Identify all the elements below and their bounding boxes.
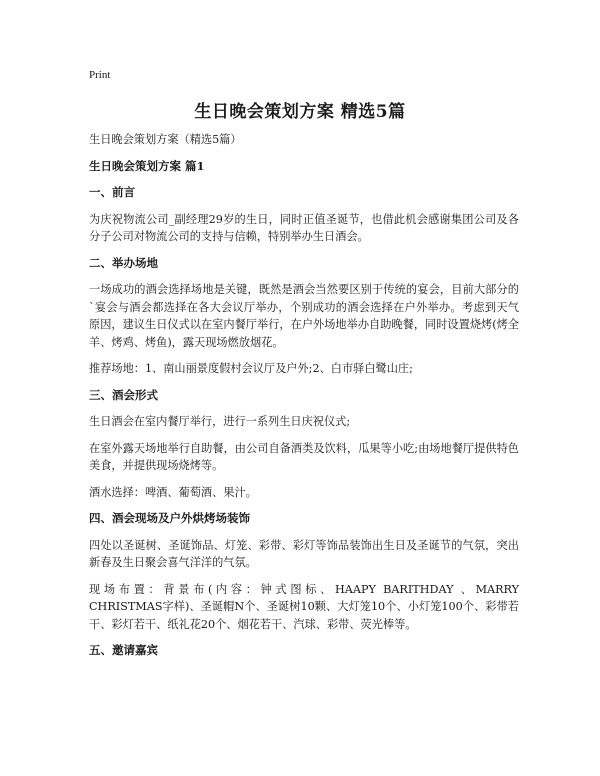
paragraph: 一场成功的酒会选择场地是关键，既然是酒会当然要区别于传统的宴会，目前大部分的`宴会与酒会都选择在各大会议厅举办，个别成功的酒会选择在户外举办。考虑到天气原因，建议生日仪式以在室内餐厅举行，在户外场地举办自助晚餐，同时设置烧烤(烤全羊、烤鸡、烤鱼)，露天现场燃放烟花。 — [89, 283, 519, 349]
page-title: 生日晚会策划方案 精选5篇 — [194, 102, 406, 122]
section-heading-form: 三、酒会形式 — [89, 387, 158, 402]
article-heading: 生日晚会策划方案 篇1 — [89, 158, 205, 173]
section-heading-preface: 一、前言 — [89, 185, 135, 199]
paragraph: 酒水选择：啤酒、葡萄酒、果汁。 — [89, 485, 257, 499]
section-heading-guests: 五、邀请嘉宾 — [89, 643, 158, 657]
section-heading-venue: 二、举办场地 — [89, 255, 158, 270]
paragraph: 推荐场地：1、南山丽景度假村会议厅及户外;2、白市驿白鹭山庄; — [89, 362, 413, 375]
print-label: Print — [89, 69, 111, 81]
paragraph: 四处以圣诞树、圣诞饰品、灯笼、彩带、彩灯等饰品装饰出生日及圣诞节的气氛，突出新春及生日聚会喜气洋洋的气氛。 — [89, 538, 519, 569]
paragraph: 在室外露天场地举行自助餐，由公司自备酒类及饮料，瓜果等小吃;由场地餐厅提供特色美食，并提供现场烧烤等。 — [89, 441, 519, 472]
paragraph: 为庆祝物流公司_副经理29岁的生日，同时正值圣诞节，也借此机会感谢集团公司及各分子公司对物流公司的支持与信赖，特别举办生日酒会。 — [89, 212, 519, 243]
paragraph: 现场布置：背景布(内容：钟式图标、HAAPY BARITHDAY 、MARRY CHRISTMAS字样)、圣诞帽N个、圣诞树10颗、大灯笼10个、小灯笼100个、彩带若干、彩灯若干、纸礼花20个、烟花若干、汽球、彩带、荧光棒等。 — [89, 582, 519, 631]
document-subtitle: 生日晚会策划方案（精选5篇） — [89, 133, 242, 146]
paragraph: 生日酒会在室内餐厅举行，进行一系列生日庆祝仪式; — [89, 415, 351, 428]
section-heading-decor: 四、酒会现场及户外烘烤场装饰 — [89, 511, 250, 525]
document-body — [89, 131, 519, 669]
